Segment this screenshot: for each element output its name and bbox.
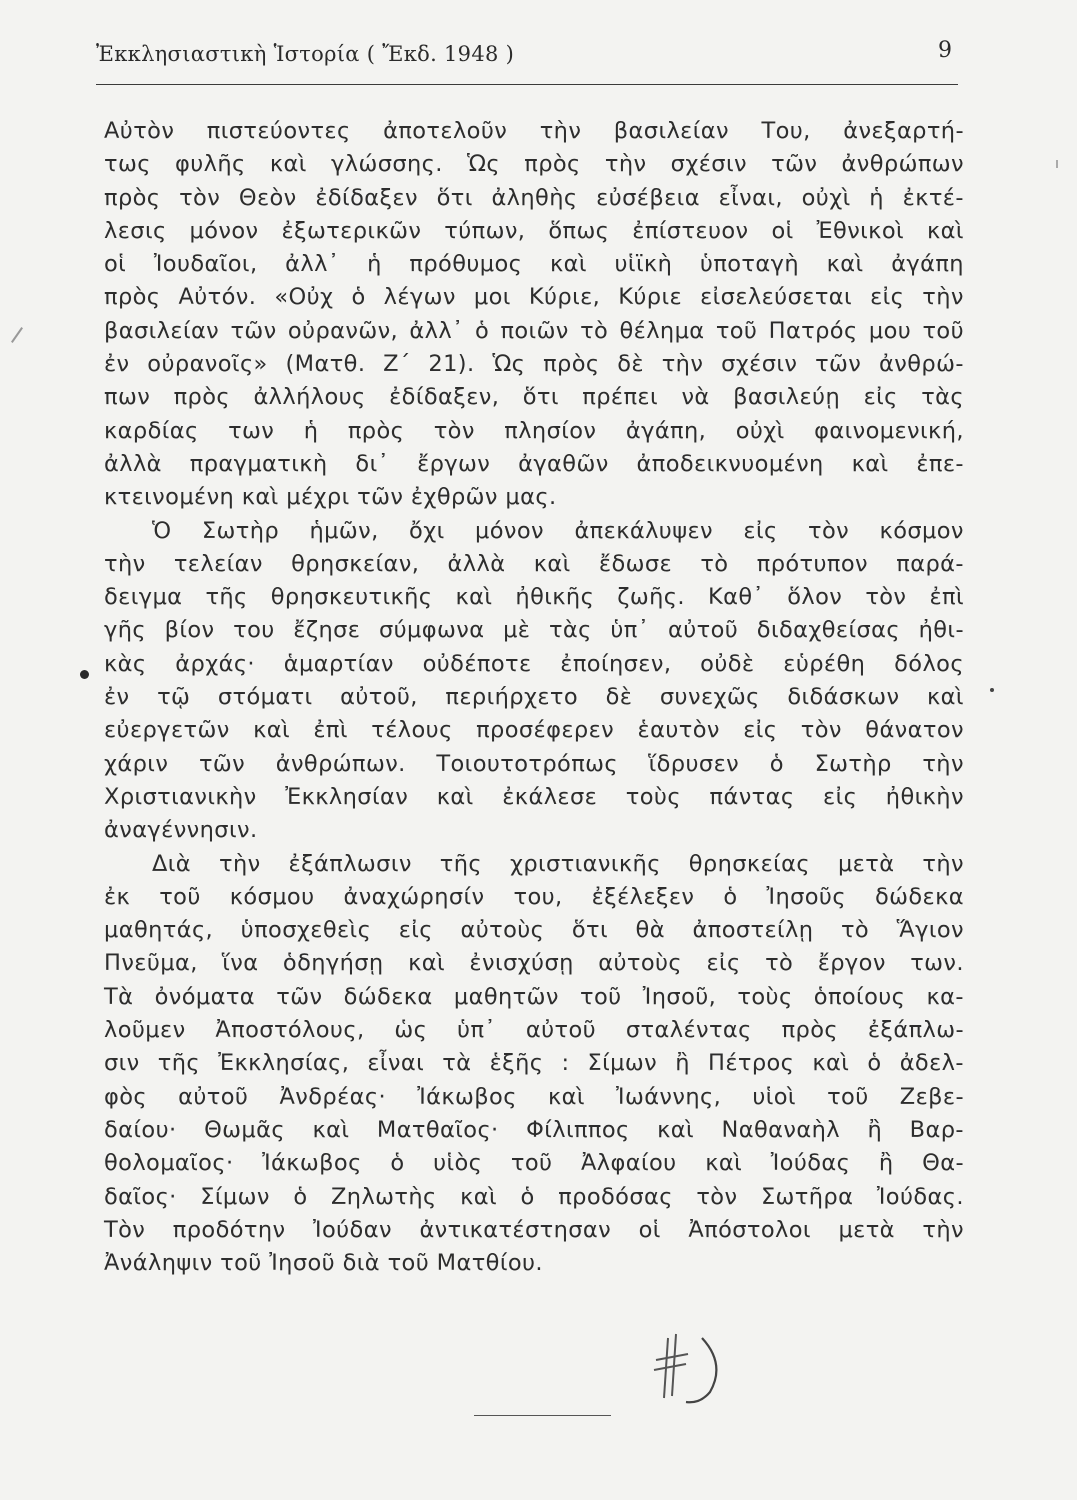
text-line: χάριν τῶν ἀνθρώπων. Τοιουτοτρόπως ἵδρυσεν ὁ Σωτὴρ τὴν [104, 750, 964, 777]
text-line: οἱ Ἰουδαῖοι, ἀλλ᾿ ἡ πρόθυμος καὶ υἱϊκὴ ὑποταγὴ καὶ ἀγάπη [104, 251, 964, 278]
text-line: πρὸς τὸν Θεὸν ἐδίδαξεν ὅτι ἀληθὴς εὐσέβεια εἶναι, οὐχὶ ἡ ἐκτέ- [104, 184, 964, 211]
text-line: τως φυλῆς καὶ γλώσσης. Ὡς πρὸς τὴν σχέσιν τῶν ἀνθρώπων [104, 151, 964, 178]
text-line: Πνεῦμα, ἵνα ὁδηγήσῃ καὶ ἐνισχύσῃ αὐτοὺς εἰς τὸ ἔργον των. [104, 950, 964, 977]
header-rule [96, 84, 958, 85]
text-line: ἀλλὰ πραγματικὴ δι᾿ ἔργων ἀγαθῶν ἀποδεικνυομένη καὶ ἐπε- [104, 450, 964, 477]
text-line: ἀναγέννησιν. [104, 817, 258, 844]
text-line: εὐεργετῶν καὶ ἐπὶ τέλους προσέφερεν ἑαυτὸν εἰς τὸν θάνατον [104, 717, 964, 744]
margin-dot [990, 688, 994, 692]
end-rule [474, 1415, 611, 1416]
text-line: Χριστιανικὴν Ἐκκλησίαν καὶ ἐκάλεσε τοὺς πάντας εἰς ἠθικὴν [104, 783, 964, 810]
margin-mark [1056, 160, 1058, 168]
text-line: πων πρὸς ἀλλήλους ἐδίδαξεν, ὅτι πρέπει νὰ βασιλεύῃ εἰς τὰς [104, 384, 964, 411]
text-line: καρδίας των ἡ πρὸς τὸν πλησίον ἀγάπη, οὐχὶ φαινομενική, [104, 417, 964, 444]
text-line: Ἀνάληψιν τοῦ Ἰησοῦ διὰ τοῦ Ματθίου. [104, 1250, 543, 1277]
text-line: λεσις μόνον ἐξωτερικῶν τύπων, ὅπως ἐπίστευον οἱ Ἐθνικοὶ καὶ [104, 217, 964, 244]
text-line: Τὸν προδότην Ἰούδαν ἀντικατέστησαν οἱ Ἀπόστολοι μετὰ τὴν [104, 1216, 964, 1243]
handwritten-mark [640, 1330, 730, 1410]
running-title: Ἐκκλησιαστικὴ Ἱστορία ( Ἔκδ. 1948 ) [96, 42, 515, 66]
text-line: ἐν οὐρανοῖς» (Ματθ. Ζ΄ 21). Ὡς πρὸς δὲ τὴν σχέσιν τῶν ἀνθρώ- [104, 351, 964, 378]
text-line: κὰς ἀρχάς· ἁμαρτίαν οὐδέποτε ἐποίησεν, οὐδὲ εὑρέθη δόλος [104, 650, 964, 677]
text-line: γῆς βίον του ἔζησε σύμφωνα μὲ τὰς ὑπ᾿ αὐτοῦ διδαχθείσας ἠθι- [104, 617, 964, 644]
text-line: θολομαῖος· Ἰάκωβος ὁ υἱὸς τοῦ Ἀλφαίου καὶ Ἰούδας ἢ Θα- [104, 1150, 964, 1177]
page-header [96, 38, 956, 78]
margin-mark [11, 327, 23, 343]
quote-line: βασιλείαν τῶν οὐρανῶν, ἀλλ᾿ ὁ ποιῶν τὸ θέλημα τοῦ Πατρός μου τοῦ [104, 317, 964, 344]
text-line: δειγμα τῆς θρησκευτικῆς καὶ ἠθικῆς ζωῆς. Καθ᾿ ὅλον τὸν ἐπὶ [104, 584, 964, 611]
text-line: Τὰ ὀνόματα τῶν δώδεκα μαθητῶν τοῦ Ἰησοῦ, τοὺς ὁποίους κα- [104, 983, 964, 1010]
text-line: Διὰ τὴν ἐξάπλωσιν τῆς χριστιανικῆς θρησκείας μετὰ τὴν [152, 850, 964, 877]
text-line: Αὐτὸν πιστεύοντες ἀποτελοῦν τὴν βασιλείαν Του, ἀνεξαρτή- [104, 118, 964, 144]
text-line: μαθητάς, ὑποσχεθεὶς εἰς αὐτοὺς ὅτι θὰ ἀποστείλῃ τὸ Ἅγιον [104, 917, 964, 944]
text-line: σιν τῆς Ἐκκλησίας, εἶναι τὰ ἑξῆς : Σίμων ἢ Πέτρος καὶ ὁ ἀδελ- [104, 1050, 964, 1077]
body-text [104, 115, 964, 1280]
text-line: δαῖος· Σίμων ὁ Ζηλωτὴς καὶ ὁ προδόσας τὸν Σωτῆρα Ἰούδας. [104, 1183, 964, 1210]
quote-line: πρὸς Αὐτόν. «Οὐχ ὁ λέγων μοι Κύριε, Κύριε εἰσελεύσεται εἰς τὴν [104, 284, 964, 311]
page-number: 9 [938, 38, 952, 63]
text-line: ἐν τῷ στόματι αὐτοῦ, περιήρχετο δὲ συνεχῶς διδάσκων καὶ [104, 684, 964, 711]
text-line: λοῦμεν Ἀποστόλους, ὡς ὑπ᾿ αὐτοῦ σταλέντας πρὸς ἐξάπλω- [104, 1017, 964, 1044]
text-line: τὴν τελείαν θρησκείαν, ἀλλὰ καὶ ἔδωσε τὸ πρότυπον παρά- [104, 550, 964, 577]
text-line: δαίου· Θωμᾶς καὶ Ματθαῖος· Φίλιππος καὶ Ναθαναὴλ ἢ Βαρ- [104, 1116, 964, 1143]
text-line: Ὁ Σωτὴρ ἡμῶν, ὄχι μόνον ἀπεκάλυψεν εἰς τὸν κόσμον [152, 517, 964, 544]
text-line: φὸς αὐτοῦ Ἀνδρέας· Ἰάκωβος καὶ Ἰωάννης, υἱοὶ τοῦ Ζεβε- [104, 1083, 964, 1110]
margin-dot [80, 670, 89, 679]
text-line: ἐκ τοῦ κόσμου ἀναχώρησίν του, ἐξέλεξεν ὁ Ἰησοῦς δώδεκα [104, 883, 964, 910]
text-line: κτεινομένη καὶ μέχρι τῶν ἐχθρῶν μας. [104, 484, 557, 511]
